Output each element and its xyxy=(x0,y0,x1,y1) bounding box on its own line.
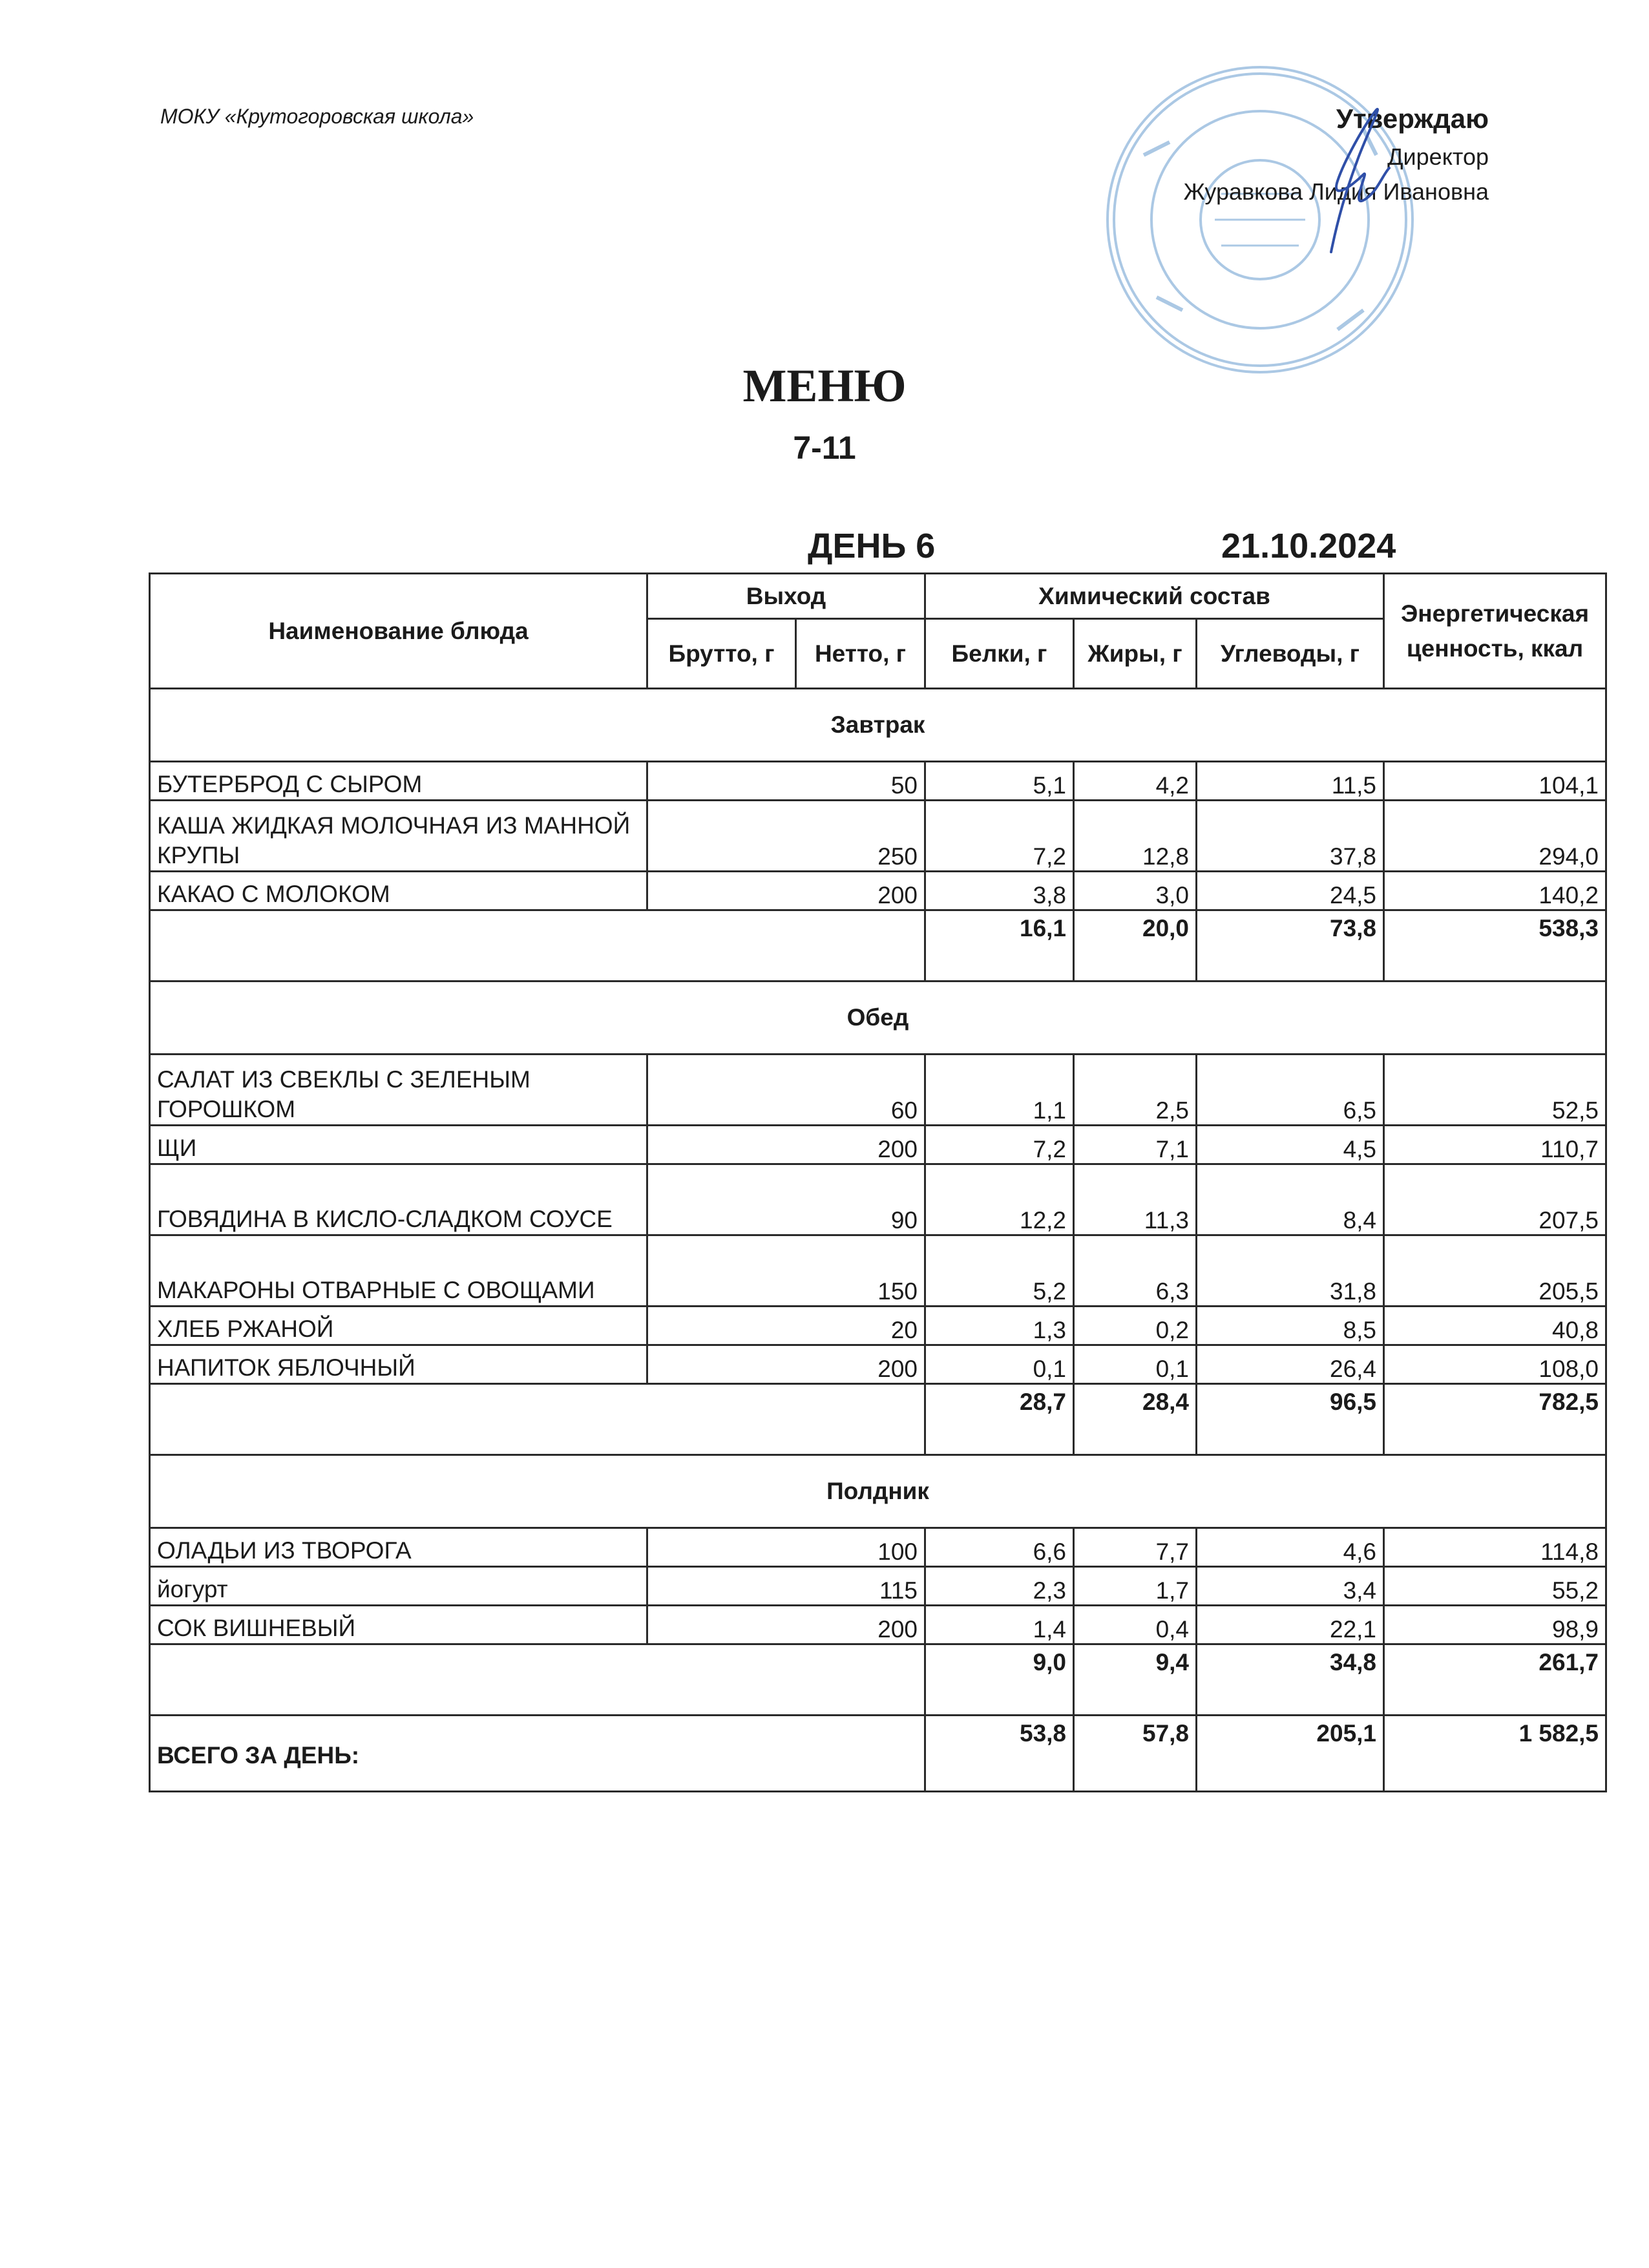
day-label: ДЕНЬ 6 xyxy=(808,527,936,565)
section-title: Полдник xyxy=(150,1455,1606,1528)
grand-total-energy: 1 582,5 xyxy=(1384,1716,1606,1792)
dish-carbs: 8,4 xyxy=(1197,1164,1384,1235)
dish-carbs: 8,5 xyxy=(1197,1307,1384,1345)
dish-weight: 200 xyxy=(647,872,925,910)
dish-fat: 2,5 xyxy=(1074,1055,1197,1126)
grand-total-carbs: 205,1 xyxy=(1197,1716,1384,1792)
total-carbs: 96,5 xyxy=(1197,1384,1384,1455)
dish-name: ХЛЕБ РЖАНОЙ xyxy=(150,1307,647,1345)
dish-carbs: 6,5 xyxy=(1197,1055,1384,1126)
table-row xyxy=(150,1345,1606,1384)
dish-energy: 205,5 xyxy=(1384,1235,1606,1307)
dish-protein: 12,2 xyxy=(925,1164,1074,1235)
dish-energy: 55,2 xyxy=(1384,1567,1606,1606)
dish-weight: 90 xyxy=(647,1164,925,1235)
dish-fat: 1,7 xyxy=(1074,1567,1197,1606)
section-total-row xyxy=(150,1384,1606,1455)
table-row xyxy=(150,1126,1606,1164)
dish-carbs: 24,5 xyxy=(1197,872,1384,910)
dish-energy: 207,5 xyxy=(1384,1164,1606,1235)
dish-fat: 6,3 xyxy=(1074,1235,1197,1307)
dish-fat: 0,1 xyxy=(1074,1345,1197,1384)
dish-energy: 104,1 xyxy=(1384,762,1606,801)
total-label-cell xyxy=(150,1644,925,1716)
total-energy: 261,7 xyxy=(1384,1644,1606,1716)
section-title: Завтрак xyxy=(150,689,1606,762)
dish-weight: 20 xyxy=(647,1307,925,1345)
header-brutto: Брутто, г xyxy=(647,619,796,689)
total-protein: 28,7 xyxy=(925,1384,1074,1455)
total-carbs: 73,8 xyxy=(1197,910,1384,982)
dish-weight: 200 xyxy=(647,1606,925,1644)
dish-name: НАПИТОК ЯБЛОЧНЫЙ xyxy=(150,1345,647,1384)
dish-energy: 52,5 xyxy=(1384,1055,1606,1126)
table-row xyxy=(150,872,1606,910)
dish-fat: 7,1 xyxy=(1074,1126,1197,1164)
dish-carbs: 22,1 xyxy=(1197,1606,1384,1644)
age-group-label: 7-11 xyxy=(793,430,856,466)
dish-protein: 1,3 xyxy=(925,1307,1074,1345)
total-label-cell xyxy=(150,910,925,982)
dish-weight: 50 xyxy=(647,762,925,801)
table-row xyxy=(150,1307,1606,1345)
dish-name: ЩИ xyxy=(150,1126,647,1164)
dish-protein: 0,1 xyxy=(925,1345,1074,1384)
total-energy: 782,5 xyxy=(1384,1384,1606,1455)
dish-protein: 1,4 xyxy=(925,1606,1074,1644)
grand-total-label: ВСЕГО ЗА ДЕНЬ: xyxy=(150,1716,925,1792)
dish-energy: 140,2 xyxy=(1384,872,1606,910)
table-row xyxy=(150,762,1606,801)
director-name: Журавкова Лидия Ивановна xyxy=(1183,178,1489,205)
dish-fat: 4,2 xyxy=(1074,762,1197,801)
header-chemical-composition: Химический состав xyxy=(925,574,1384,619)
header-dish-name: Наименование блюда xyxy=(150,574,647,689)
dish-protein: 1,1 xyxy=(925,1055,1074,1126)
director-position: Директор xyxy=(1387,143,1489,170)
dish-carbs: 37,8 xyxy=(1197,801,1384,872)
grand-total-fat: 57,8 xyxy=(1074,1716,1197,1792)
dish-weight: 115 xyxy=(647,1567,925,1606)
dish-name: ОЛАДЬИ ИЗ ТВОРОГА xyxy=(150,1528,647,1567)
dish-weight: 100 xyxy=(647,1528,925,1567)
dish-name: КАША ЖИДКАЯ МОЛОЧНАЯ ИЗ МАННОЙ КРУПЫ xyxy=(150,801,647,872)
dish-protein: 5,1 xyxy=(925,762,1074,801)
total-fat: 9,4 xyxy=(1074,1644,1197,1716)
total-fat: 28,4 xyxy=(1074,1384,1197,1455)
grand-total-protein: 53,8 xyxy=(925,1716,1074,1792)
dish-fat: 7,7 xyxy=(1074,1528,1197,1567)
approve-label: Утверждаю xyxy=(1336,103,1489,134)
dish-name: КАКАО С МОЛОКОМ xyxy=(150,872,647,910)
dish-carbs: 26,4 xyxy=(1197,1345,1384,1384)
dish-weight: 200 xyxy=(647,1126,925,1164)
total-protein: 9,0 xyxy=(925,1644,1074,1716)
table-row xyxy=(150,1235,1606,1307)
dish-fat: 0,2 xyxy=(1074,1307,1197,1345)
table-row xyxy=(150,1164,1606,1235)
dish-weight: 250 xyxy=(647,801,925,872)
dish-protein: 7,2 xyxy=(925,1126,1074,1164)
dish-energy: 40,8 xyxy=(1384,1307,1606,1345)
header-energy: Энергетическая ценность, ккал xyxy=(1384,574,1606,689)
dish-name: ГОВЯДИНА В КИСЛО-СЛАДКОМ СОУСЕ xyxy=(150,1164,647,1235)
dish-energy: 114,8 xyxy=(1384,1528,1606,1567)
table-row xyxy=(150,1606,1606,1644)
dish-name: БУТЕРБРОД С СЫРОМ xyxy=(150,762,647,801)
total-label-cell xyxy=(150,1384,925,1455)
dish-fat: 3,0 xyxy=(1074,872,1197,910)
dish-carbs: 3,4 xyxy=(1197,1567,1384,1606)
grand-total-row xyxy=(150,1716,1606,1792)
header-carbs: Углеводы, г xyxy=(1197,619,1384,689)
total-protein: 16,1 xyxy=(925,910,1074,982)
dish-energy: 108,0 xyxy=(1384,1345,1606,1384)
table-row xyxy=(150,1055,1606,1126)
section-title: Обед xyxy=(150,982,1606,1055)
header-netto: Нетто, г xyxy=(796,619,925,689)
dish-energy: 294,0 xyxy=(1384,801,1606,872)
organization-name: МОКУ «Крутогоровская школа» xyxy=(160,105,474,128)
table-row xyxy=(150,1567,1606,1606)
dish-fat: 11,3 xyxy=(1074,1164,1197,1235)
menu-date: 21.10.2024 xyxy=(1221,527,1396,565)
director-signature xyxy=(1286,90,1415,258)
dish-protein: 5,2 xyxy=(925,1235,1074,1307)
dish-weight: 150 xyxy=(647,1235,925,1307)
menu-table xyxy=(149,572,1607,1792)
total-energy: 538,3 xyxy=(1384,910,1606,982)
dish-name: СОК ВИШНЕВЫЙ xyxy=(150,1606,647,1644)
total-fat: 20,0 xyxy=(1074,910,1197,982)
dish-carbs: 11,5 xyxy=(1197,762,1384,801)
dish-protein: 7,2 xyxy=(925,801,1074,872)
dish-name: МАКАРОНЫ ОТВАРНЫЕ С ОВОЩАМИ xyxy=(150,1235,647,1307)
table-row xyxy=(150,801,1606,872)
total-carbs: 34,8 xyxy=(1197,1644,1384,1716)
dish-carbs: 4,5 xyxy=(1197,1126,1384,1164)
section-total-row xyxy=(150,1644,1606,1716)
dish-protein: 6,6 xyxy=(925,1528,1074,1567)
dish-fat: 0,4 xyxy=(1074,1606,1197,1644)
dish-carbs: 4,6 xyxy=(1197,1528,1384,1567)
dish-weight: 60 xyxy=(647,1055,925,1126)
dish-name: САЛАТ ИЗ СВЕКЛЫ С ЗЕЛЕНЫМ ГОРОШКОМ xyxy=(150,1055,647,1126)
dish-carbs: 31,8 xyxy=(1197,1235,1384,1307)
dish-energy: 110,7 xyxy=(1384,1126,1606,1164)
dish-protein: 3,8 xyxy=(925,872,1074,910)
section-total-row xyxy=(150,910,1606,982)
header-output: Выход xyxy=(647,574,925,619)
dish-fat: 12,8 xyxy=(1074,801,1197,872)
dish-protein: 2,3 xyxy=(925,1567,1074,1606)
dish-name: йогурт xyxy=(150,1567,647,1606)
header-fat: Жиры, г xyxy=(1074,619,1197,689)
dish-energy: 98,9 xyxy=(1384,1606,1606,1644)
table-row xyxy=(150,1528,1606,1567)
dish-weight: 200 xyxy=(647,1345,925,1384)
header-protein: Белки, г xyxy=(925,619,1074,689)
document-title: МЕНЮ xyxy=(742,360,907,412)
